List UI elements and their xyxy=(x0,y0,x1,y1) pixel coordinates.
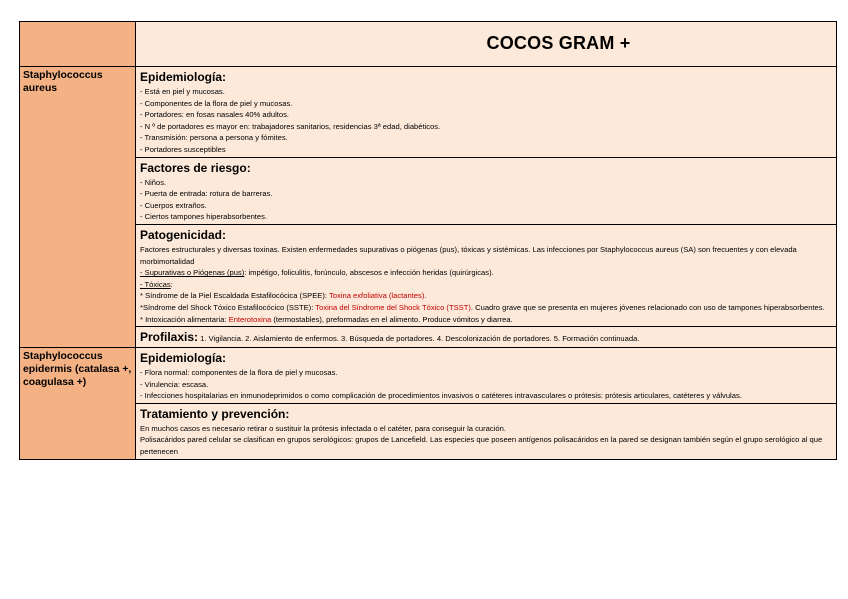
list-item: - Portadores susceptibles xyxy=(140,144,226,154)
section-patogenicidad xyxy=(136,224,837,326)
section-heading: Factores de riesgo: xyxy=(140,160,251,175)
header-title-cell xyxy=(136,22,837,67)
section-heading: Tratamiento y prevención: xyxy=(140,406,290,421)
list-item: - Puerta de entrada: rotura de barreras. xyxy=(140,189,273,199)
paragraph: En muchos casos es necesario retirar o sustituir la prótesis infectada o el catéter, para conseguir la curación. xyxy=(140,423,506,433)
list-item: - Portadores: en fosas nasales 40% adultos. xyxy=(140,110,290,120)
item-text: * Intoxicación alimentaria: xyxy=(140,314,229,324)
organism-name: Staphylococcus aureus xyxy=(23,70,103,94)
underlined-label: - Tóxicas xyxy=(140,279,171,289)
toxin-name: Enterotoxina xyxy=(228,314,272,324)
organism-name: Staphylococcus epidermis (catalasa +, coagulasa +) xyxy=(23,351,132,389)
list-item: - Niños. xyxy=(140,177,167,187)
list-item: - N º de portadores es mayor en: trabajadores sanitarios, residencias 3ª edad, diabéticos. xyxy=(140,121,441,131)
item-text: . xyxy=(424,291,427,301)
toxin-name: Toxina exfoliativa (lactantes) xyxy=(328,291,425,301)
item-text: * Síndrome de la Piel Escaldada Estafilocócica (SPEE): xyxy=(140,291,329,301)
item-text: *Síndrome del Shock Tóxico Estafilocócico (SSTE): xyxy=(140,302,316,312)
header-left-cell xyxy=(20,22,136,67)
section-factores-riesgo xyxy=(136,157,837,224)
list-item-toxicas xyxy=(140,279,832,291)
section-heading: Epidemiología: xyxy=(140,351,227,366)
list-item-spee xyxy=(140,290,832,302)
item-text: . Cuadro grave que se presenta en mujeres jóvenes relacionado con uso de tampones hiperabsorbentes. xyxy=(470,302,825,312)
item-text: : impétigo, foliculitis, forúnculo, abscesos e infección heridas (quirúrgicas). xyxy=(244,268,494,278)
underlined-label: - Supurativas o Piógenas (pus) xyxy=(140,268,245,278)
item-text: (termostables), preformadas en el alimento. Produce vómitos y diarrea. xyxy=(271,314,513,324)
list-item: - Ciertos tampones hiperabsorbentes. xyxy=(140,212,268,222)
section-heading: Epidemiología: xyxy=(140,70,227,84)
paragraph: Factores estructurales y diversas toxinas. Existen enfermedades supurativas o piógenas (pus), tóxicas y sistémicas. Las infecciones por Staphylococcus aureus (SA) son frecuentes y con elevada morbimortalidad xyxy=(140,244,797,266)
section-profilaxis xyxy=(136,327,837,348)
toxin-name: Toxina del Síndrome del Shock Tóxico (TSST) xyxy=(315,302,471,312)
list-item-supurativas xyxy=(140,267,832,279)
list-item-intoxicacion xyxy=(140,314,832,326)
list-item: - Está en piel y mucosas. xyxy=(140,87,225,96)
organism-cell-aureus xyxy=(20,67,136,348)
section-epidemiologia xyxy=(136,348,837,404)
page-title: COCOS GRAM + xyxy=(486,33,631,53)
section-tratamiento xyxy=(136,403,837,459)
content-table xyxy=(19,21,837,460)
list-item-sste xyxy=(140,302,832,314)
list-item: - Transmisión: persona a persona y fómites. xyxy=(140,133,288,143)
section-heading: Patogenicidad: xyxy=(140,227,227,242)
list-item: - Virulencia: escasa. xyxy=(140,379,209,389)
section-heading: Profilaxis: xyxy=(140,330,199,345)
list-item: - Infecciones hospitalarias en inmunodeprimidos o como complicación de procedimientos invasivos o catéteres intravasculares o prótesis: prótesis articulares, catéteres y válvulas. xyxy=(140,391,742,401)
section-epidemiologia xyxy=(136,67,837,158)
list-item: - Cuerpos extraños. xyxy=(140,200,207,210)
list-item: - Componentes de la flora de piel y mucosas. xyxy=(140,98,293,108)
item-text: : xyxy=(170,279,173,289)
paragraph: Polisacáridos pared celular se clasifican en grupos serológicos: grupos de Lancefield. Las especies que poseen antígenos polisacáridos en la pared se designan también según el grupo serológico al que pertenecen xyxy=(140,435,823,457)
item-text: 1. Vigilancia. 2. Aislamiento de enfermos. 3. Búsqueda de portadores. 4. Descolonización de portadores. 5. Formación continuada. xyxy=(198,334,640,344)
list-item: - Flora normal: componentes de la flora de piel y mucosas. xyxy=(140,368,338,378)
organism-cell-epidermis xyxy=(20,348,136,460)
